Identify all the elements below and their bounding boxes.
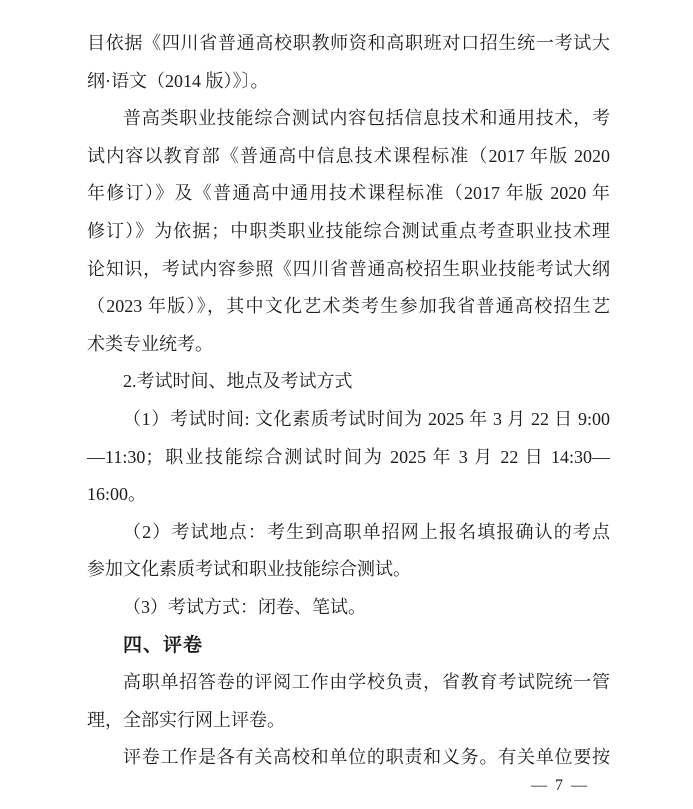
- text-line: 普高类职业技能综合测试内容包括信息技术和通用技术，考: [123, 108, 610, 129]
- text-line: 纲·语文（2014 版）》〕。: [87, 70, 269, 91]
- text-line: 16:00。: [87, 484, 147, 505]
- text-line: 试内容以教育部《普通高中信息技术课程标准（2017 年版 2020: [87, 145, 610, 166]
- document-body: [87, 25, 610, 777]
- text-line: —11:30；职业技能综合测试时间为 2025 年 3 月 22 日 14:30—: [87, 446, 610, 467]
- section-heading: 四、评卷: [123, 634, 204, 656]
- text-line: （2）考试地点：考生到高职单招网上报名填报确认的考点: [123, 521, 610, 542]
- text-line: 年修订）》及《普通高中通用技术课程标准（2017 年版 2020 年: [87, 183, 610, 204]
- text-line: 目依据《四川省普通高校职教师资和高职班对口招生统一考试大: [87, 33, 610, 53]
- text-line: 高职单招答卷的评阅工作由学校负责，省教育考试院统一管: [123, 672, 610, 693]
- text-line: 论知识，考试内容参照《四川省普通高校招生职业技能考试大纲: [87, 258, 610, 279]
- text-line: 理，全部实行网上评卷。: [87, 709, 285, 730]
- text-line: （1）考试时间: 文化素质考试时间为 2025 年 3 月 22 日 9:00: [123, 408, 610, 429]
- page-number: — 7 —: [531, 777, 589, 794]
- text-line: 术类专业统考。: [87, 333, 213, 354]
- text-line: （3）考试方式：闭卷、笔试。: [123, 596, 366, 617]
- text-line: 修订）》为依据；中职类职业技能综合测试重点考查职业技术理: [87, 220, 610, 241]
- text-line: 评卷工作是各有关高校和单位的职责和义务。有关单位要按: [123, 747, 610, 768]
- subsection-title: 2.考试时间、地点及考试方式: [123, 371, 353, 392]
- text-line: 参加文化素质考试和职业技能综合测试。: [87, 559, 411, 580]
- text-line: （2023 年版）》，其中文化艺术类考生参加我省普通高校招生艺: [87, 296, 610, 317]
